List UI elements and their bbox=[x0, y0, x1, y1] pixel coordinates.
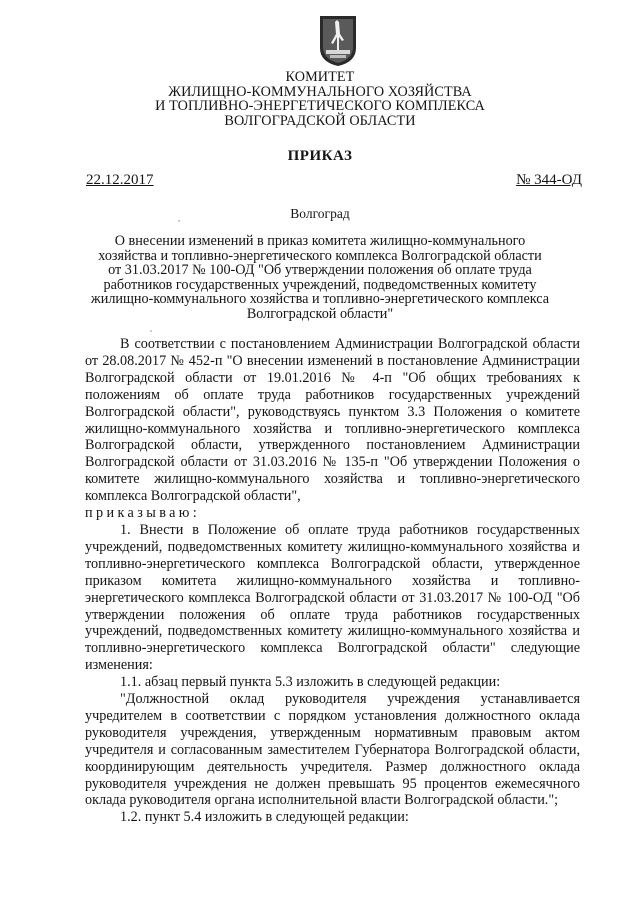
prikazyvayu-word: приказываю: bbox=[85, 505, 201, 522]
volgograd-coat-of-arms-icon bbox=[318, 14, 358, 68]
item-1-paragraph: 1. Внести в Положение об оплате труда работников государственных учреждений, подведомственных комитету жилищно-коммунального хозяйства и топливно-энергетического комплекса Волгоградской области, утвержденное приказом комитета жилищно-коммунального хозяйства и топливно-энергетического комплекса Волгоградской области от 31.03.2017 № 100-ОД "Об утверждении положения об оплате труда работников государственных учреждений, подведомственных комитету жилищно-коммунального хозяйства и топливно-энергетического комплекса Волгоградской области" следующие изменения: bbox=[85, 521, 580, 674]
order-date: 22.12.2017 bbox=[86, 172, 154, 188]
item-1-1-paragraph: 1.1. абзац первый пункта 5.3 изложить в следующей редакции: bbox=[120, 674, 501, 691]
document-type-title: ПРИКАЗ bbox=[287, 148, 353, 164]
subject-line: О внесении изменений в приказ комитета жилищно-коммунального bbox=[114, 233, 526, 249]
subject-line: от 31.03.2017 № 100-ОД "Об утверждении положения об оплате труда bbox=[108, 262, 532, 279]
subject-line: жилищно-коммунального хозяйства и топливно-энергетического комплекса bbox=[90, 291, 550, 308]
org-line: ЖИЛИЩНО-КОММУНАЛЬНОГО ХОЗЯЙСТВА bbox=[168, 83, 472, 100]
city-name: Волгоград bbox=[290, 206, 350, 221]
scan-speck bbox=[178, 220, 180, 222]
org-line: И ТОПЛИВНО-ЭНЕРГЕТИЧЕСКОГО КОМПЛЕКСА bbox=[155, 98, 485, 115]
subject-line: работников государственных учреждений, подведомственных комитету bbox=[103, 276, 537, 293]
org-line: КОМИТЕТ bbox=[285, 69, 355, 85]
organization-name bbox=[0, 70, 640, 128]
order-subject bbox=[0, 234, 640, 322]
org-line: ВОЛГОГРАДСКОЙ ОБЛАСТИ bbox=[224, 112, 416, 129]
order-body bbox=[85, 336, 580, 826]
subject-line: Волгоградской области" bbox=[246, 305, 394, 322]
quoted-text-paragraph: "Должностной оклад руководителя учреждения устанавливается учредителем в соответствии с порядком установления должностного оклада руководителя учреждения, утвержденным нормативным правовым актом учредителя и согласованным заместителем Губернатора Волгоградской области, координирующим деятельность учредителя. Размер должностного оклада руководителя учреждения не должен превышать 95 процентов ежемесячного оклада руководителя органа исполнительной власти Волгоградской области."; bbox=[85, 691, 580, 809]
subject-line: хозяйства и топливно-энергетического комплекса Волгоградской области bbox=[98, 247, 542, 264]
scan-speck bbox=[150, 330, 152, 332]
order-number: № 344-ОД bbox=[516, 172, 582, 188]
item-1-2-paragraph: 1.2. пункт 5.4 изложить в следующей редакции: bbox=[120, 809, 409, 826]
preamble-paragraph: В соответствии с постановлением Администрации Волгоградской области от 28.08.2017 № 452-п "О внесении изменений в постановление Администрации Волгоградской области от 19.01.2016 № 4-п "Об общих требованиях к положениям об оплате труда работников государственных учреждений Волгоградской области", руководствуясь пунктом 3.3 Положения о комитете жилищно-коммунального хозяйства и топливно-энергетического комплекса Волгоградской области, утвержденного постановлением Администрации Волгоградской области от 31.03.2016 № 135-п "Об утверждении Положения о комитете жилищно-коммунального хозяйства и топливно-энергетического комплекса Волгоградской области", bbox=[85, 336, 580, 505]
